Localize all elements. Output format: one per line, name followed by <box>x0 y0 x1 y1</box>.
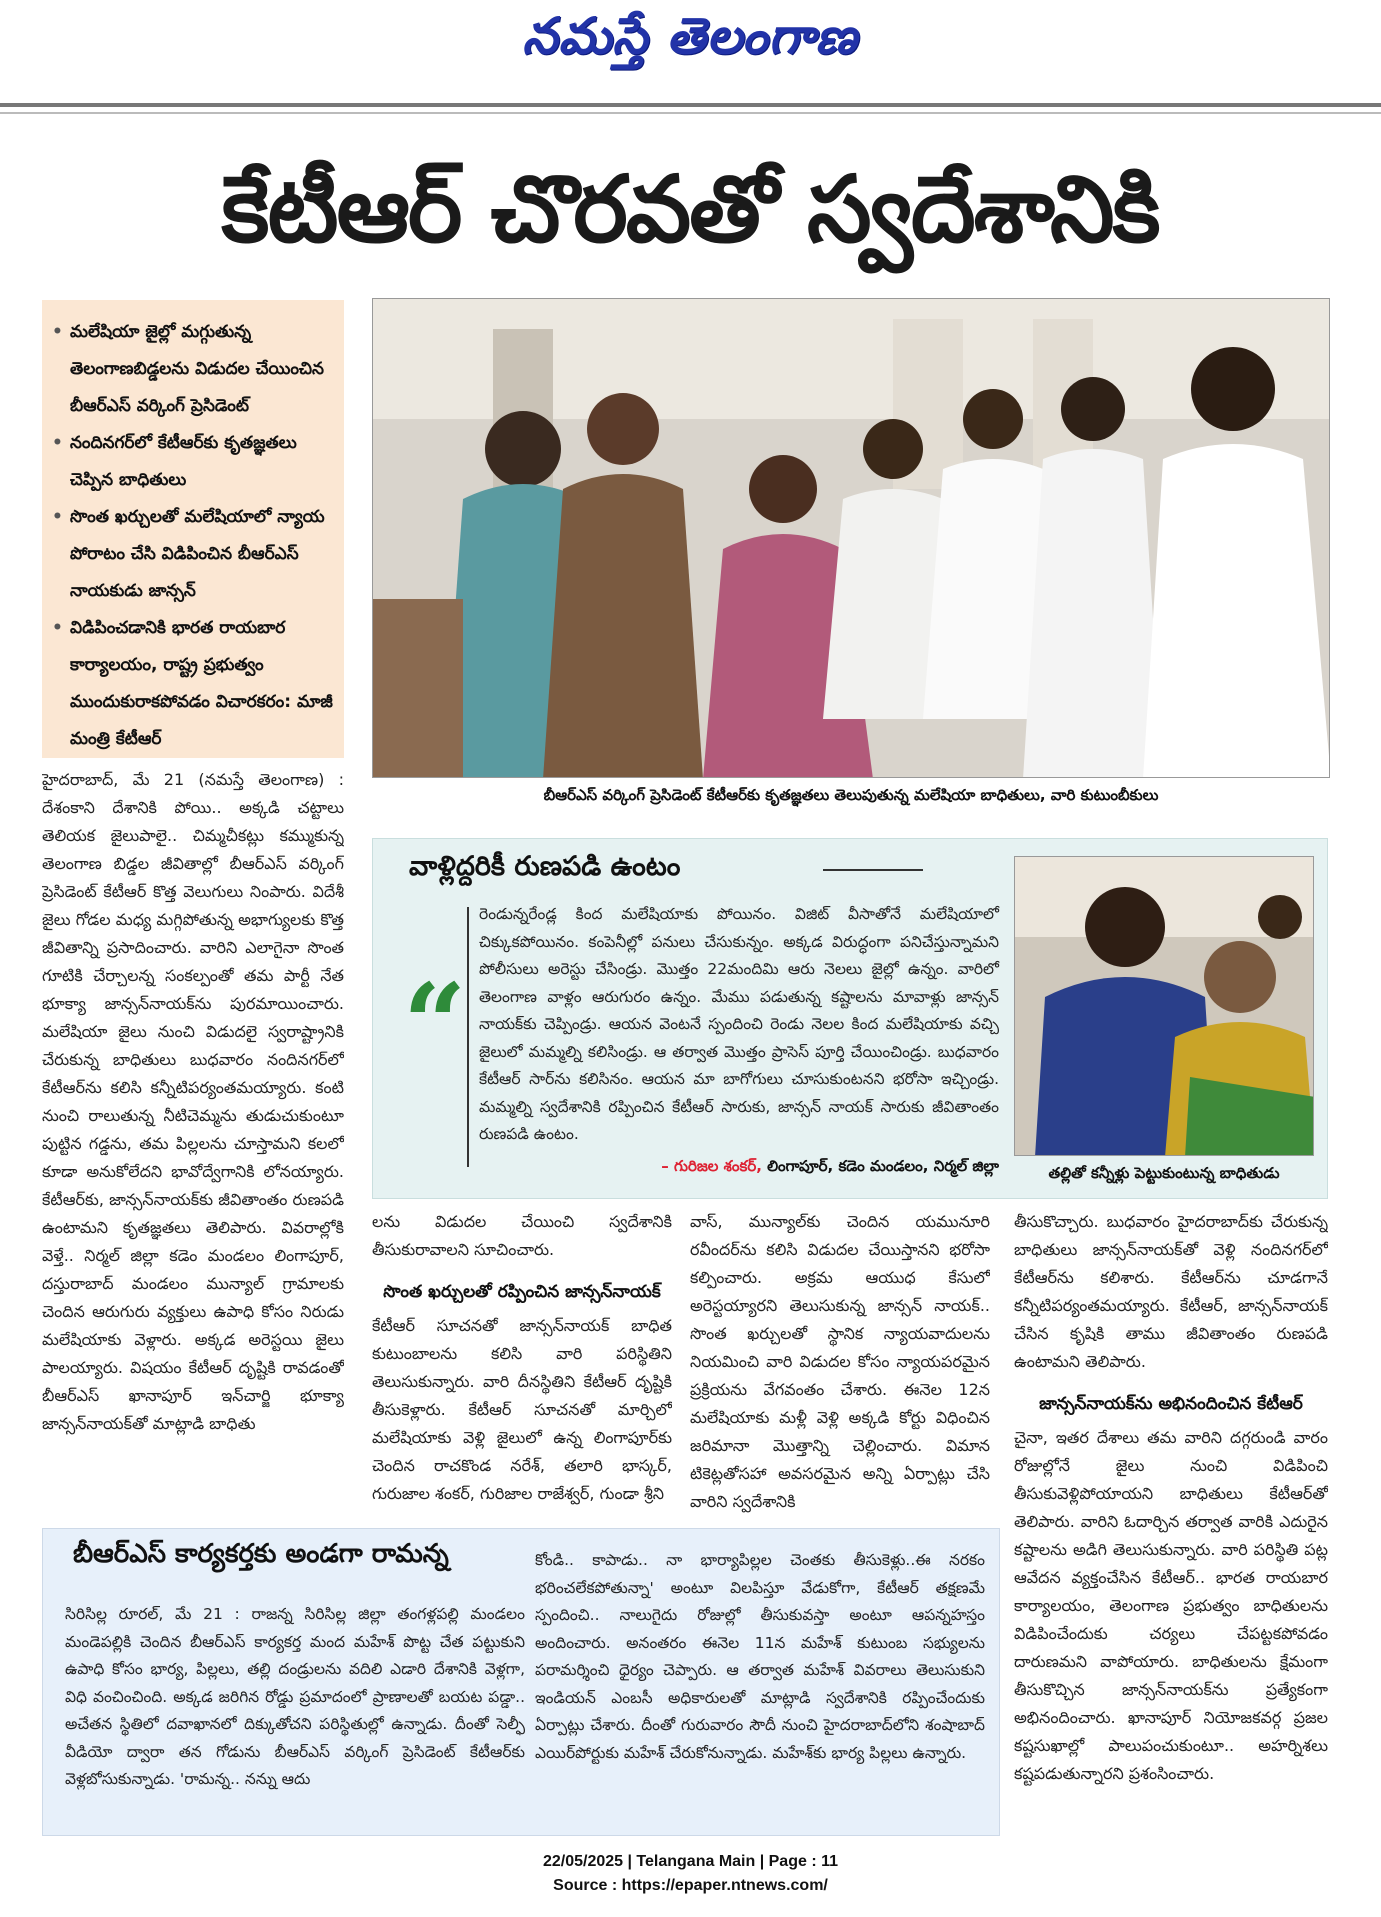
quote-author: – గురిజల శంకర్, <box>661 1157 762 1175</box>
key-point: • మలేషియా జైల్లో మగ్గుతున్న తెలంగాణబిడ్డలను విడుదల చేయించిన బీఆర్ఎస్ వర్కింగ్ ప్రెసిడెంట్ <box>50 314 336 425</box>
related-story-box <box>42 1528 1000 1836</box>
article-column-2 <box>372 1208 672 1526</box>
page-footer <box>0 1850 1381 1898</box>
article-text: చైనా, ఇతర దేశాలు తమ వారిని దగ్గరుండి వారం రోజుల్లోనే జైలు నుంచి విడిపించి తీసుకువెళ్లిపోయాయని బాధితులు కేటీఆర్‌తో తెలిపారు. వారిని ఓదార్చిన తర్వాత వారికి ఎదురైన కష్టాలను అడిగి తెలుసుకున్నారు. వారి పరిస్థితి పట్ల ఆవేదన వ్యక్తంచేసిన కేటీఆర్.. భారత రాయబార కార్యాలయం, తెలంగాణ ప్రభుత్వం బాధితులను విడిపించేందుకు చర్యలు చేపట్టకపోవడం దారుణమని వాపోయారు. బాధితులను క్షేమంగా తీసుకొచ్చిన జాన్సన్‌నాయక్‌ను ప్రత్యేకంగా అభినందించారు. ఖానాపూర్ నియోజకవర్గ ప్రజల కష్టసుఖాల్లో పాలుపంచుకుంటూ.. అహర్నిశలు కష్టపడుతున్నారని ప్రశంసించారు. <box>1014 1428 1328 1783</box>
article-column-4 <box>1014 1208 1328 1838</box>
article-text: లను విడుదల చేయించి స్వదేశానికి తీసుకురావాలని సూచించారు. <box>372 1212 672 1259</box>
divider <box>467 907 469 1167</box>
related-story-text: సిరిసిల్ల రూరల్, మే 21 : రాజన్న సిరిసిల్ల జిల్లా తంగళ్లపల్లి మండలం మండెపల్లికి చెందిన బీఆర్ఎస్ కార్యకర్త మంద మహేశ్ పొట్ట చేత పట్టుకుని ఉపాధి కోసం భార్య, పిల్లలు, తల్లి దండ్రులను వదిలి ఎడారి దేశానికి వెళ్లగా, విధి వంచించింది. అక్కడ జరిగిన రోడ్డు ప్రమాదంలో ప్రాణాలతో బయట పడ్డా.. అచేతన స్థితిలో దవాఖానలో దిక్కుతోచని పరిస్థితుల్లో ఉన్నాడు. దీంతో సెల్ఫీ వీడియో ద్వారా తన గోడును బీఆర్ఎస్ వర్కింగ్ ప్రెసిడెంట్ కేటీఆర్‌కు వెళ్లబోసుకున్నాడు. 'రామన్న.. నన్ను ఆదు <box>65 1605 525 1788</box>
bullet-icon: • <box>52 507 63 527</box>
bullet-icon: • <box>52 322 63 342</box>
divider <box>823 869 923 871</box>
key-point: • విడిపించడానికి భారత రాయబార కార్యాలయం, రాష్ట్ర ప్రభుత్వం ముందుకురాకపోవడం విచారకరం: మాజీ మంత్రి కేటీఆర్ <box>50 610 336 758</box>
masthead <box>0 0 1381 110</box>
source-link[interactable]: Source : https://epaper.ntnews.com/ <box>553 1877 828 1894</box>
newspaper-logo: నమస్తే తెలంగాణ <box>522 6 858 65</box>
article-text: వాస్, మున్యాల్‌కు చెందిన యమునూరి రవీందర్‌ను కలిసి విడుదల చేయిస్తానని భరోసా కల్పించారు. అక్రమ ఆయుధ కేసులో అరెస్టయ్యారని తెలుసుకున్న జాన్సన్ నాయక్.. సొంత ఖర్చులతో స్థానిక న్యాయవాదులను నియమించి వారి విడుదల కోసం న్యాయపరమైన ప్రక్రియను వేగవంతం చేశారు. ఈనెల 12న మలేషియాకు మళ్లీ వెళ్లి అక్కడి కోర్టు విధించిన జరిమానా మొత్తాన్ని చెల్లించారు. విమాన టికెట్లతోసహా అవసరమైన అన్ని ఏర్పాట్లు చేసి వారిని స్వదేశానికి <box>690 1212 990 1511</box>
key-point: • సొంత ఖర్చులతో మలేషియాలో న్యాయ పోరాటం చేసి విడిపించిన బీఆర్ఎస్ నాయకుడు జాన్సన్ <box>50 499 336 610</box>
subheading: సొంత ఖర్చులతో రప్పించిన జాన్సన్‌నాయక్ <box>383 1282 661 1302</box>
related-story-heading: బీఆర్ఎస్ కార్యకర్తకు అండగా రామన్న <box>73 1539 449 1569</box>
inset-photo <box>1014 856 1314 1156</box>
article-text: హైదరాబాద్, మే 21 (నమస్తే తెలంగాణ) : దేశంకాని దేశానికి పోయి.. అక్కడి చట్టాలు తెలియక జైలుపాలై.. చిమ్మచీకట్లు కమ్ముకున్న తెలంగాణ బిడ్డల జీవితాల్లో బీఆర్ఎస్ వర్కింగ్ ప్రెసిడెంట్ కేటీఆర్ కొత్త వెలుగులు నింపారు. విదేశీ జైలు గోడల మధ్య మగ్గిపోతున్న అభాగ్యులకు కొత్త జీవితాన్ని ప్రసాదించారు. వారిని ఎలాగైనా సొంత గూటికి చేర్చాలన్న సంకల్పంతో తమ పార్టీ నేత భూక్యా జాన్సన్‌నాయక్‌ను పురమాయించారు. మలేషియా జైలు నుంచి విడుదలై స్వరాష్ట్రానికి చేరుకున్న బాధితులు బుధవారం నందినగర్‌లో కేటీఆర్‌ను కలిసి కన్నీటిపర్యంతమయ్యారు. కంటి నుంచి రాలుతున్న నీటిచెమ్మను తుడుచుకుంటూ పుట్టిన గడ్డను, తమ పిల్లలను చూస్తామని కలలో కూడా అనుకోలేదని భావోద్వేగానికి లోనయ్యారు. కేటీఆర్‌కు, జాన్సన్‌నాయక్‌కు జీవితాంతం రుణపడి ఉంటామని కృతజ్ఞతలు తెలిపారు. వివరాల్లోకి వెళ్తే.. నిర్మల్ జిల్లా కడెం మండలం లింగాపూర్, దస్తురాబాద్ మండలం మున్యాల్ గ్రామాలకు చెందిన ఆరుగురు వ్యక్తులు ఉపాధి కోసం నిరుడు మలేషియాకు వెళ్లారు. అక్కడ అరెస్టయి జైలు పాలయ్యారు. విషయం కేటీఆర్ దృష్టికి రావడంతో బీఆర్ఎస్ ఖానాపూర్ ఇన్‌చార్జి భూక్యా జాన్సన్‌నాయక్‌తో మాట్లాడి బాధితు <box>42 770 344 1433</box>
article-column-1 <box>42 766 344 1526</box>
masthead-rule-thin <box>0 112 1381 114</box>
article-column-3 <box>690 1208 990 1526</box>
quote-heading: వాళ్లిద్దరికీ రుణపడి ఉంటం <box>409 851 681 882</box>
main-photo <box>372 298 1330 778</box>
subheading: జాన్సన్‌నాయక్‌ను అభినందించిన కేటీఆర్ <box>1039 1394 1303 1414</box>
main-photo-caption: బీఆర్ఎస్ వర్కింగ్ ప్రెసిడెంట్ కేటీఆర్‌కు కృతజ్ఞతలు తెలుపుతున్న మలేషియా బాధితులు, వారి కుటుంబీకులు <box>543 786 1159 804</box>
bullet-icon: • <box>52 618 63 638</box>
masthead-rule <box>0 103 1381 107</box>
quote-text: రెండున్నరేండ్ల కింద మలేషియాకు పోయినం. విజిట్ వీసాతోనే మలేషియాలో చిక్కుకపోయినం. కంపెనీల్లో పనులు చేసుకున్నం. అక్కడ విరుద్ధంగా పనిచేస్తున్నామని పోలీసులు అరెస్టు చేసిండ్రు. మొత్తం 22మందిమి ఆరు నెలలు జైల్లో ఉన్నం. వారిలో తెలంగాణ వాళ్లం ఆరుగురం ఉన్నం. మేము పడుతున్న కష్టాలను మావాళ్లు జాన్సన్ నాయక్‌కు చెప్పిండ్రు. ఆయన వెంటనే స్పందించి రెండు నెలల కింద మలేషియాకు వచ్చి జైలులో మమ్మల్ని కలిసిండ్రు. ఆ తర్వాత మొత్తం ప్రాసెస్ పూర్తి చేయించిండ్రు. బుధవారం కేటీఆర్ సార్‌ను కలిసినం. ఆయన మా బాగోగులు చూసుకుంటనని భరోసా ఇచ్చిండ్రు. మమ్మల్ని స్వదేశానికి రప్పించిన కేటీఆర్ సారుకు, జాన్సన్ నాయక్ సారుకు జీవితాంతం రుణపడి ఉంటం. <box>479 905 999 1143</box>
related-story-text: కోండి.. కాపాడు.. నా భార్యాపిల్లల చెంతకు తీసుకెళ్లు..ఈ నరకం భరించలేకపోతున్నా' అంటూ విలపిస్తూ వేడుకోగా, కేటీఆర్ తక్షణమే స్పందించి.. నాలుగైదు రోజుల్లో తీసుకువస్తా అంటూ ఆపన్నహస్తం అందించారు. అనంతరం ఈనెల 11న మహేశ్ కుటుంబ సభ్యులను పరామర్శించి ధైర్యం చెప్పారు. ఆ తర్వాత మహేశ్ వివరాలు తెలుసుకుని ఇండియన్ ఎంబసీ అధికారులతో మాట్లాడి స్వదేశానికి రప్పించేందుకు ఏర్పాట్లు చేశారు. దీంతో గురువారం సౌదీ నుంచి హైదరాబాద్‌లోని శంషాబాద్ ఎయిర్‌పోర్టుకు మహేశ్ చేరుకోనున్నాడు. మహేశ్‌కు భార్య పిల్లలు ఉన్నారు. <box>535 1551 985 1762</box>
key-point: • నందినగర్‌లో కేటీఆర్‌కు కృతజ్ఞతలు చెప్పిన బాధితులు <box>50 425 336 499</box>
article-text: కేటీఆర్ సూచనతో జాన్సన్‌నాయక్ బాధిత కుటుంబాలను కలిసి వారి పరిస్థితిని తెలుసుకున్నారు. వారి దీనస్థితిని కేటీఆర్ దృష్టికి తీసుకెళ్లారు. కేటీఆర్ సూచనతో మార్చిలో మలేషియాకు వెళ్లి జైలులో ఉన్న లింగాపూర్‌కు చెందిన రాచకొండ నరేశ్, తలారి భాస్కర్, గురుజాల శంకర్, గురిజాల రాజేశ్వర్, గుండా శ్రీని <box>372 1316 672 1503</box>
quote-attribution <box>573 1157 999 1179</box>
article-text: తీసుకొచ్చారు. బుధవారం హైదరాబాద్‌కు చేరుకున్న బాధితులు జాన్సన్‌నాయక్‌తో వెళ్లి నందినగర్‌లో కేటీఆర్‌ను కలిశారు. కేటీఆర్‌ను చూడగానే కన్నీటిపర్యంతమయ్యారు. కేటీఆర్, జాన్సన్‌నాయక్ చేసిన కృషికి తాము జీవితాంతం రుణపడి ఉంటామని తెలిపారు. <box>1014 1212 1328 1371</box>
bullet-icon: • <box>52 433 63 453</box>
quote-mark-icon: “ <box>403 959 467 1088</box>
quote-place: లింగాపూర్, కడెం మండలం, నిర్మల్ జిల్లా <box>761 1157 999 1175</box>
headline: కేటీఆర్ చొరవతో స్వదేశానికి <box>221 156 1159 263</box>
key-points-box <box>42 300 344 758</box>
edition-info: 22/05/2025 | Telangana Main | Page : 11 <box>542 1853 839 1870</box>
inset-photo-caption: తల్లితో కన్నీళ్లు పెట్టుకుంటున్న బాధితుడు <box>1048 1164 1280 1182</box>
